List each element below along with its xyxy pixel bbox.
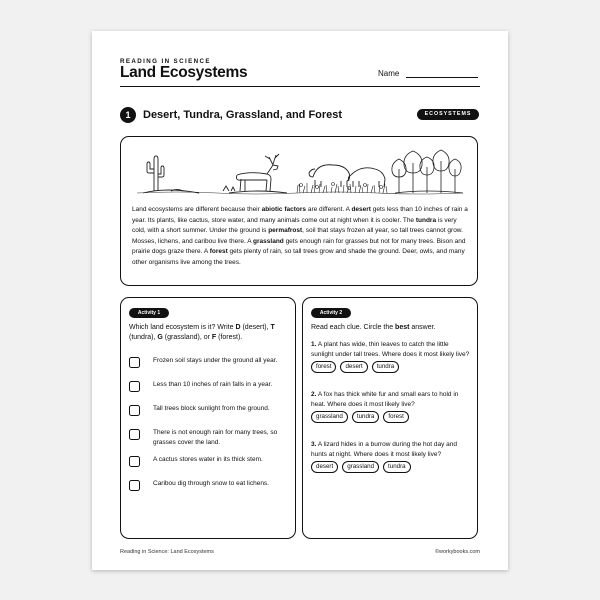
section-tag: ECOSYSTEMS [417, 109, 479, 120]
cactus-icon [143, 156, 199, 193]
text-run: (desert), [240, 324, 271, 331]
answer-choices [311, 361, 471, 373]
key-term: abiotic factors [261, 206, 307, 213]
answer-choice[interactable]: tundra [352, 411, 380, 423]
key-term: best [395, 324, 410, 331]
clue-text [311, 440, 471, 459]
clue-item [311, 440, 471, 473]
answer-choice[interactable]: forest [383, 411, 408, 423]
answer-choice[interactable]: desert [311, 461, 338, 473]
clue-item [311, 390, 471, 423]
key-term: G [157, 334, 163, 341]
answer-checkbox[interactable] [129, 381, 140, 392]
caribou-icon [223, 154, 287, 193]
clue-body: A lizard hides in a burrow during the hot day and hunts at night. Where does it most likely live? [311, 441, 457, 458]
clue-body: A fox has thick white fur and small ears to hold in heat. Where does it most likely live? [311, 391, 459, 408]
text-run: Land ecosystems are different because their [132, 206, 262, 213]
text-run: is very cold, with a short summer. Under the ground is [132, 216, 457, 235]
key-term: permafrost [268, 227, 303, 235]
key-term: desert [351, 206, 371, 213]
answer-checkbox[interactable] [129, 456, 140, 467]
clue-text [311, 340, 471, 359]
passage-text [132, 205, 468, 269]
checklist-item-text: There is not enough rain for many trees, so grasses cover the land. [153, 429, 278, 446]
activity-1-label: Activity 1 [129, 308, 169, 318]
activity-2-instruction [311, 323, 471, 333]
header-kicker: READING IN SCIENCE [120, 58, 211, 65]
clue-text [311, 390, 471, 409]
answer-choices [311, 461, 471, 473]
checklist-item-text: A cactus stores water in its thick stem. [153, 456, 263, 463]
answer-choice[interactable]: grassland [342, 461, 379, 473]
text-run: gets enough rain for grasses but not for many trees. Bison and prairie dogs graze there. A [132, 237, 466, 256]
section-title: Desert, Tundra, Grassland, and Forest [143, 109, 343, 121]
text-run: answer. [409, 324, 436, 331]
text-run: gets less than 10 inches of rain a year. Its plants, like cactus, store water, and many animals come out at night when it is cooler. The [132, 206, 468, 224]
answer-checkbox[interactable] [129, 405, 140, 416]
answer-choice[interactable]: desert [340, 361, 367, 373]
text-run: (grassland), or [162, 334, 212, 341]
forest-trees-icon [392, 150, 463, 193]
activity-1-card [120, 297, 296, 539]
clue-item [311, 340, 471, 373]
activity-2-label: Activity 2 [311, 308, 351, 318]
key-term: grassland [253, 237, 284, 245]
checklist-item-text: Frozen soil stays under the ground all year. [153, 357, 278, 364]
checklist-item-text: Less than 10 inches of rain falls in a year. [153, 381, 273, 388]
answer-choices [311, 411, 471, 423]
name-label: Name [378, 69, 400, 78]
page-title: Land Ecosystems [120, 64, 248, 81]
activity-2-card [302, 297, 478, 539]
clue-body: A plant has wide, thin leaves to catch the little sunlight under tall trees. Where does it most likely live? [311, 341, 470, 358]
grass-icon [297, 183, 387, 194]
passage-box [120, 136, 478, 286]
key-term: D [235, 324, 241, 331]
checklist-item-text: Caribou dig through snow to eat lichens. [153, 480, 269, 487]
answer-choice[interactable]: grassland [311, 411, 348, 423]
clue-number: 1. [311, 341, 317, 348]
text-run: are different. A [306, 206, 352, 213]
ecosystems-illustration [137, 147, 463, 199]
header-divider [120, 86, 480, 87]
bison-icon [309, 165, 385, 187]
text-run: (tundra), [129, 334, 158, 341]
footer-copyright: ©workybooks.com [434, 549, 480, 555]
key-term: F [211, 334, 217, 341]
text-run: Read each clue. Circle the [311, 324, 396, 331]
name-field-line[interactable] [406, 77, 478, 78]
answer-checkbox[interactable] [129, 429, 140, 440]
clue-number: 3. [311, 441, 317, 448]
answer-checkbox[interactable] [129, 480, 140, 491]
section-number-badge: 1 [120, 107, 136, 123]
clue-number: 2. [311, 391, 317, 398]
activity-1-instruction [129, 323, 289, 343]
answer-choice[interactable]: forest [311, 361, 336, 373]
key-term: tundra [415, 216, 437, 224]
answer-choice[interactable]: tundra [383, 461, 411, 473]
checklist-item-text: Tall trees block sunlight from the ground. [153, 405, 270, 412]
answer-checkbox[interactable] [129, 357, 140, 368]
key-term: T [270, 324, 275, 331]
text-run: , soil that stays frozen all year, so tall trees cannot grow. Mosses, lichens, and caribou live there. A [132, 227, 463, 245]
text-run: (forest). [216, 334, 243, 341]
answer-choice[interactable]: tundra [372, 361, 400, 373]
text-run: gets plenty of rain, so tall trees grow and shade the ground. Deer, owls, and many other organisms live among the trees. [132, 248, 465, 266]
footer-source: Reading in Science: Land Ecosystems [120, 549, 214, 555]
key-term: forest [209, 248, 228, 256]
text-run: Which land ecosystem is it? Write [129, 324, 236, 331]
worksheet-page [92, 31, 508, 570]
